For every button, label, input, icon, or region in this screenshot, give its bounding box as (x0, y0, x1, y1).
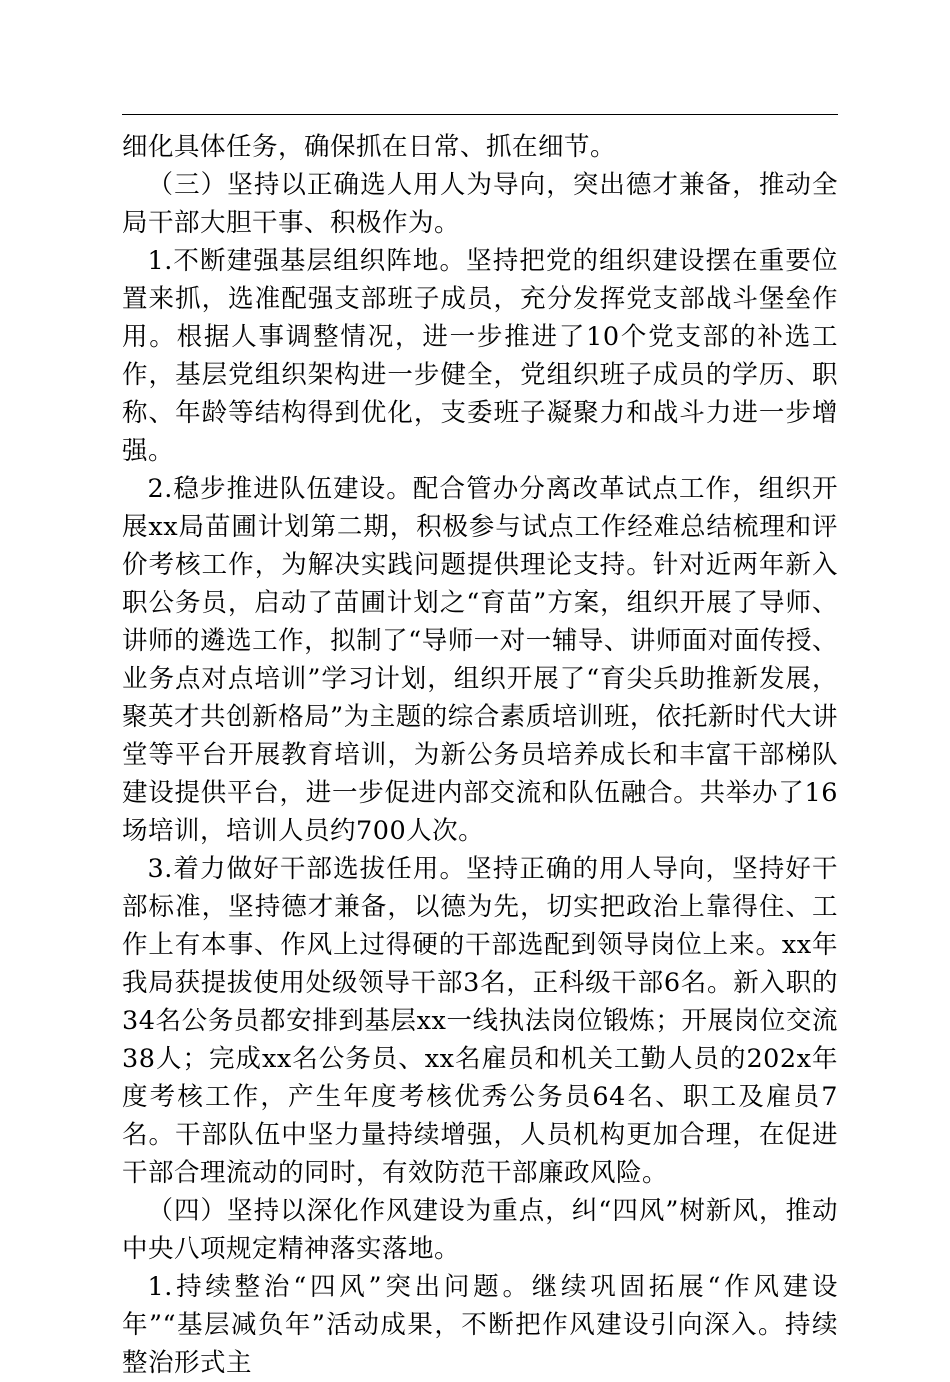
header-rule (122, 114, 838, 115)
paragraph-item-3-cadre-selection: 3.着力做好干部选拔任用。坚持正确的用人导向，坚持好干部标准，坚持德才兼备，以德为先，切实把政治上靠得住、工作上有本事、作风上过得硬的干部选配到领导岗位上来。xx年我局获提拔使用处级领导干部3名，正科级干部6名。新入职的34名公务员都安排到基层xx一线执法岗位锻炼；开展岗位交流38人；完成xx名公务员、xx名雇员和机关工勤人员的202x年度考核工作，产生年度考核优秀公务员64名、职工及雇员7名。干部队伍中坚力量持续增强，人员机构更加合理，在促进干部合理流动的同时，有效防范干部廉政风险。 (122, 854, 838, 1188)
paragraph-continuation: 细化具体任务，确保抓在日常、抓在细节。 (122, 132, 617, 162)
document-body (122, 128, 838, 1382)
paragraph-item-1-organization: 1.不断建强基层组织阵地。坚持把党的组织建设摆在重要位置来抓，选准配强支部班子成员，充分发挥党支部战斗堡垒作用。根据人事调整情况，进一步推进了10个党支部的补选工作，基层党组织架构进一步健全，党组织班子成员的学历、职称、年龄等结构得到优化，支委班子凝聚力和战斗力进一步增强。 (122, 246, 838, 466)
paragraph-section-3-heading: （三）坚持以正确选人用人为导向，突出德才兼备，推动全局干部大胆干事、积极作为。 (122, 170, 838, 238)
paragraph-item-1-four-winds: 1.持续整治“四风”突出问题。继续巩固拓展“作风建设年”“基层减负年”活动成果，不断把作风建设引向深入。持续整治形式主 (122, 1272, 838, 1378)
paragraph-section-4-heading: （四）坚持以深化作风建设为重点，纠“四风”树新风，推动中央八项规定精神落实落地。 (122, 1196, 838, 1264)
paragraph-item-2-team-building: 2.稳步推进队伍建设。配合管办分离改革试点工作，组织开展xx局苗圃计划第二期，积极参与试点工作经难总结梳理和评价考核工作，为解决实践问题提供理论支持。针对近两年新入职公务员，启动了苗圃计划之“育苗”方案，组织开展了导师、讲师的遴选工作，拟制了“导师一对一辅导、讲师面对面传授、业务点对点培训”学习计划，组织开展了“育尖兵助推新发展，聚英才共创新格局”为主题的综合素质培训班，依托新时代大讲堂等平台开展教育培训，为新公务员培养成长和丰富干部梯队建设提供平台，进一步促进内部交流和队伍融合。共举办了16场培训，培训人员约700人次。 (122, 474, 838, 846)
